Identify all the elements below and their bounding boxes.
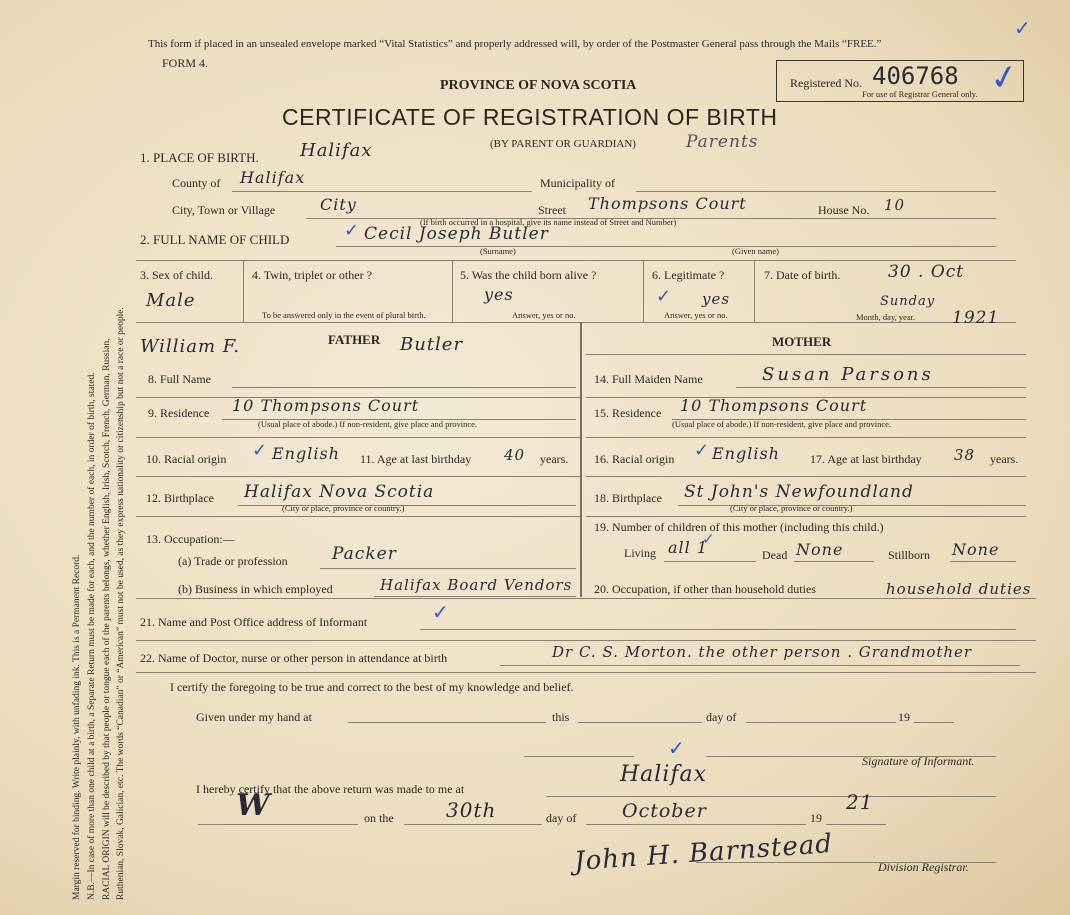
- mother-racial-value: English: [712, 444, 780, 463]
- father-racial-value: English: [272, 444, 340, 463]
- dob-day: Sunday: [880, 294, 936, 309]
- mail-notice: This form if placed in an unsealed envelope marked “Vital Statistics” and properly addressed will, by order of the Postmaster General pass through the Mails “FREE.”: [148, 38, 882, 50]
- stillborn-value: None: [952, 540, 1000, 559]
- father-residence-label: 9. Residence: [148, 406, 210, 420]
- father-age-label: 11. Age at last birthday: [360, 452, 472, 466]
- mother-occupation-label: 20. Occupation, if other than household duties: [594, 582, 816, 596]
- father-residence-note: (Usual place of abode.) If non-resident, give place and province.: [258, 419, 478, 429]
- mother-residence-label: 15. Residence: [594, 406, 662, 420]
- county-value: Halifax: [240, 168, 306, 187]
- dob-value: 30 . Oct: [888, 262, 965, 282]
- mother-residence-note: (Usual place of abode.) If non-resident, give place and province.: [672, 419, 892, 429]
- place-label: 1. PLACE OF BIRTH.: [140, 150, 259, 165]
- mother-age-label: 17. Age at last birthday: [810, 452, 922, 466]
- given-label: Given under my hand at: [196, 710, 312, 724]
- sex-value: Male: [146, 290, 196, 311]
- year-prefix: 19: [898, 710, 910, 724]
- legitimate-label: 6. Legitimate ?: [652, 268, 725, 282]
- registrar-initials: W: [236, 788, 271, 823]
- informant-label: 21. Name and Post Office address of Informant: [140, 615, 368, 629]
- twin-label: 4. Twin, triplet or other ?: [252, 268, 372, 282]
- form-number: FORM 4.: [162, 56, 209, 70]
- certificate-subtitle: (BY PARENT OR GUARDIAN): [490, 138, 636, 150]
- day-of-label: day of: [706, 710, 737, 724]
- dead-value: None: [796, 540, 844, 559]
- attendant-value: Dr C. S. Morton. the other person . Grandmother: [552, 643, 973, 661]
- father-business-label: (b) Business in which employed: [178, 582, 333, 596]
- street-label: Street: [538, 203, 566, 217]
- check-mark-icon: ✓: [668, 736, 685, 760]
- registration-day-of-label: day of: [546, 811, 577, 825]
- check-mark-icon: ✓: [656, 286, 672, 307]
- dob-note: Month, day, year.: [856, 312, 916, 322]
- child-name-value: Cecil Joseph Butler: [364, 224, 549, 244]
- father-occupation-label: 13. Occupation:—: [146, 532, 235, 546]
- county-label: County of: [172, 176, 221, 190]
- legitimate-value: yes: [702, 290, 731, 308]
- surname-note: (Surname): [480, 246, 516, 256]
- mother-maiden-value: Susan Parsons: [762, 364, 934, 385]
- father-heading: FATHER: [328, 332, 381, 347]
- city-value: City: [320, 195, 357, 214]
- father-name-label: 8. Full Name: [148, 372, 211, 386]
- alive-note: Answer, yes or no.: [512, 310, 576, 320]
- mother-birthplace-note: (City or place, province or country.): [730, 503, 853, 513]
- mother-age-value: 38: [954, 446, 976, 464]
- street-value: Thompsons Court: [588, 194, 747, 213]
- check-mark-icon: ✓: [252, 440, 268, 461]
- father-given-handwritten: William F.: [140, 336, 241, 357]
- registration-year: 21: [846, 790, 874, 814]
- check-mark-icon: ✓: [694, 440, 710, 461]
- mother-heading: MOTHER: [772, 334, 832, 349]
- dob-year: 1921: [952, 308, 1000, 328]
- mother-occupation-value: household duties: [886, 580, 1032, 598]
- signature-informant-label: Signature of Informant.: [862, 754, 975, 768]
- father-business-value: Halifax Board Vendors: [380, 576, 573, 594]
- child-name-label: 2. FULL NAME OF CHILD: [140, 232, 290, 247]
- registered-label: Registered No.: [790, 76, 862, 90]
- registrar-signature: John H. Barnstead: [573, 828, 834, 878]
- certify-statement: I certify the foregoing to be true and correct to the best of my knowledge and belief.: [170, 680, 574, 694]
- city-label: City, Town or Village: [172, 203, 276, 217]
- certificate-title: CERTIFICATE OF REGISTRATION OF BIRTH: [282, 104, 778, 130]
- living-label: Living: [624, 546, 656, 560]
- side-note-2: N.B.—In case of more than one child at a birth, a Separate Return must be made for each, and the number of each, in order of birth, stated.: [87, 372, 97, 900]
- registered-note: For use of Registrar General only.: [862, 89, 978, 99]
- father-racial-label: 10. Racial origin: [146, 452, 227, 466]
- signature-registrar-label: Division Registrar.: [878, 860, 969, 874]
- father-birthplace-value: Halifax Nova Scotia: [244, 482, 435, 502]
- mother-maiden-label: 14. Full Maiden Name: [594, 372, 703, 386]
- place-value: Halifax: [300, 140, 373, 161]
- check-mark-icon: ✓: [702, 530, 715, 548]
- dead-label: Dead: [762, 548, 788, 562]
- municipality-label: Municipality of: [540, 176, 615, 190]
- stillborn-label: Stillborn: [888, 548, 931, 562]
- father-age-value: 40: [504, 446, 526, 464]
- registered-number: 406768: [872, 62, 959, 90]
- registration-year-label: 19: [810, 811, 822, 825]
- sex-label: 3. Sex of child.: [140, 268, 213, 282]
- hospital-note: (If birth occurred in a hospital, give its name instead of Street and Number): [420, 217, 677, 227]
- mother-residence-value: 10 Thompsons Court: [680, 396, 868, 415]
- twin-note: To be answered only in the event of plural birth.: [262, 310, 426, 320]
- father-trade-value: Packer: [332, 544, 397, 564]
- side-note-4: Ruthenian, Slovak, Galician, etc. The words “Canadian” or “American” must not be used, as they express nationality or citizenship but not a race or people.: [116, 307, 126, 900]
- father-surname-handwritten: Butler: [400, 334, 464, 355]
- check-mark-icon: ✓: [986, 55, 1022, 101]
- mother-racial-label: 16. Racial origin: [594, 452, 675, 466]
- on-the-label: on the: [364, 811, 394, 825]
- house-label: House No.: [818, 203, 870, 217]
- legitimate-note: Answer, yes or no.: [664, 310, 728, 320]
- father-trade-label: (a) Trade or profession: [178, 554, 288, 568]
- side-note-1: Margin reserved for binding. Write plainly, with unfading ink. This is a Permanent Record.: [72, 554, 82, 900]
- registration-day: 30th: [446, 798, 497, 822]
- this-label: this: [552, 710, 570, 724]
- registrar-place: Halifax: [620, 762, 708, 787]
- registration-month: October: [622, 800, 707, 822]
- alive-label: 5. Was the child born alive ?: [460, 268, 597, 282]
- dob-label: 7. Date of birth.: [764, 268, 841, 282]
- alive-value: yes: [484, 285, 514, 304]
- attendant-label: 22. Name of Doctor, nurse or other person in attendance at birth: [140, 651, 448, 665]
- registrar-statement: I hereby certify that the above return was made to me at: [196, 782, 465, 796]
- mother-children-label: 19. Number of children of this mother (including this child.): [594, 520, 884, 534]
- father-birthplace-label: 12. Birthplace: [146, 491, 214, 505]
- check-mark-icon: ✓: [432, 600, 449, 624]
- mother-age-unit: years.: [990, 452, 1019, 466]
- mother-birthplace-value: St John's Newfoundland: [684, 482, 914, 502]
- subtitle-handwritten: Parents: [686, 132, 759, 152]
- living-value: all 1: [668, 538, 709, 557]
- house-value: 10: [884, 196, 906, 214]
- father-birthplace-note: (City or place, province or country.): [282, 503, 405, 513]
- father-age-unit: years.: [540, 452, 569, 466]
- check-mark-icon: ✓: [344, 220, 360, 241]
- check-mark-icon: ✓: [1014, 16, 1031, 40]
- mother-birthplace-label: 18. Birthplace: [594, 491, 662, 505]
- father-residence-value: 10 Thompsons Court: [232, 396, 420, 415]
- province-heading: PROVINCE OF NOVA SCOTIA: [440, 78, 637, 93]
- side-note-3: RACIAL ORIGIN will be described by that people or tongue each of the parents belongs, whether English, Irish, Scotch, French, German, Russian,: [102, 338, 112, 900]
- given-name-note: (Given name): [732, 246, 779, 256]
